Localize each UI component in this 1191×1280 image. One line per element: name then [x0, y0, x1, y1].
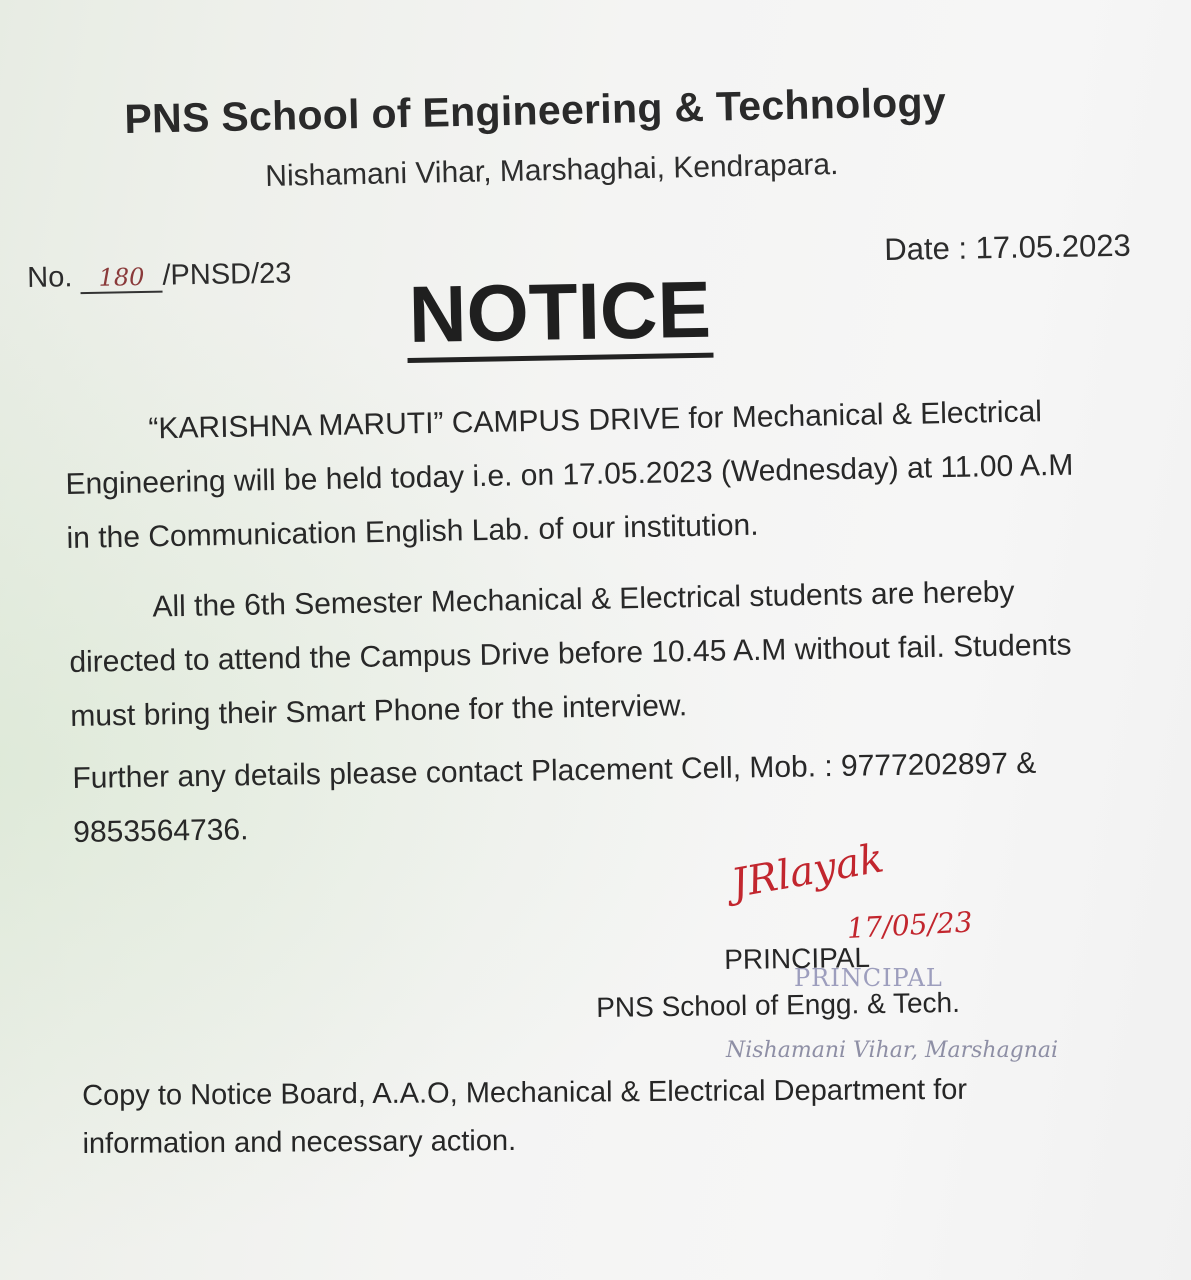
copy-to-note — [82, 1066, 968, 1168]
notice-title: NOTICE — [406, 267, 714, 363]
reference-number — [27, 257, 292, 295]
paragraph-campus-drive — [64, 385, 1075, 566]
school-name: PNS School of Engineering & Technology — [124, 78, 947, 142]
paragraph-line: “KARISHNA MARUTI” CAMPUS DRIVE for Mechanical & Electrical — [148, 395, 1043, 446]
stamp-location: Nishamani Vihar, Marshagnai — [726, 1038, 1059, 1063]
reference-prefix: No. — [27, 261, 73, 294]
principal-designation: PRINCIPAL — [724, 941, 871, 975]
handwritten-signed-date: 17/05/23 — [846, 905, 974, 945]
copy-to-line: information and necessary action. — [82, 1124, 517, 1160]
reference-suffix: /PNSD/23 — [162, 257, 292, 292]
notice-date: Date : 17.05.2023 — [884, 227, 1132, 267]
paragraph-line: in the Communication English Lab. of our institution. — [66, 508, 759, 555]
paragraph-line: Further any details please contact Placement Cell, Mob. : 9777202897 & — [72, 746, 1037, 795]
paragraph-students-directive — [68, 565, 1073, 744]
paragraph-line: must bring their Smart Phone for the interview. — [70, 689, 688, 733]
paragraph-line: Engineering will be held today i.e. on 17.05.2023 (Wednesday) at 11.00 A.M — [65, 448, 1074, 501]
paragraph-line: All the 6th Semester Mechanical & Electrical students are hereby — [152, 575, 1015, 624]
stamp-title: PRINCIPAL — [794, 964, 943, 992]
principal-school: PNS School of Engg. & Tech. — [596, 986, 961, 1023]
paragraph-line: directed to attend the Campus Drive before 10.45 A.M without fail. Students — [69, 628, 1072, 679]
reference-handwritten-number: 180 — [80, 263, 163, 294]
copy-to-line: Copy to Notice Board, A.A.O, Mechanical & Electrical Department for — [82, 1073, 968, 1112]
school-address: Nishamani Vihar, Marshaghai, Kendrapara. — [265, 147, 839, 193]
paragraph-line: 9853564736. — [73, 813, 249, 849]
handwritten-signature: JRlayak — [728, 835, 888, 908]
paragraph-contact — [72, 737, 1037, 860]
